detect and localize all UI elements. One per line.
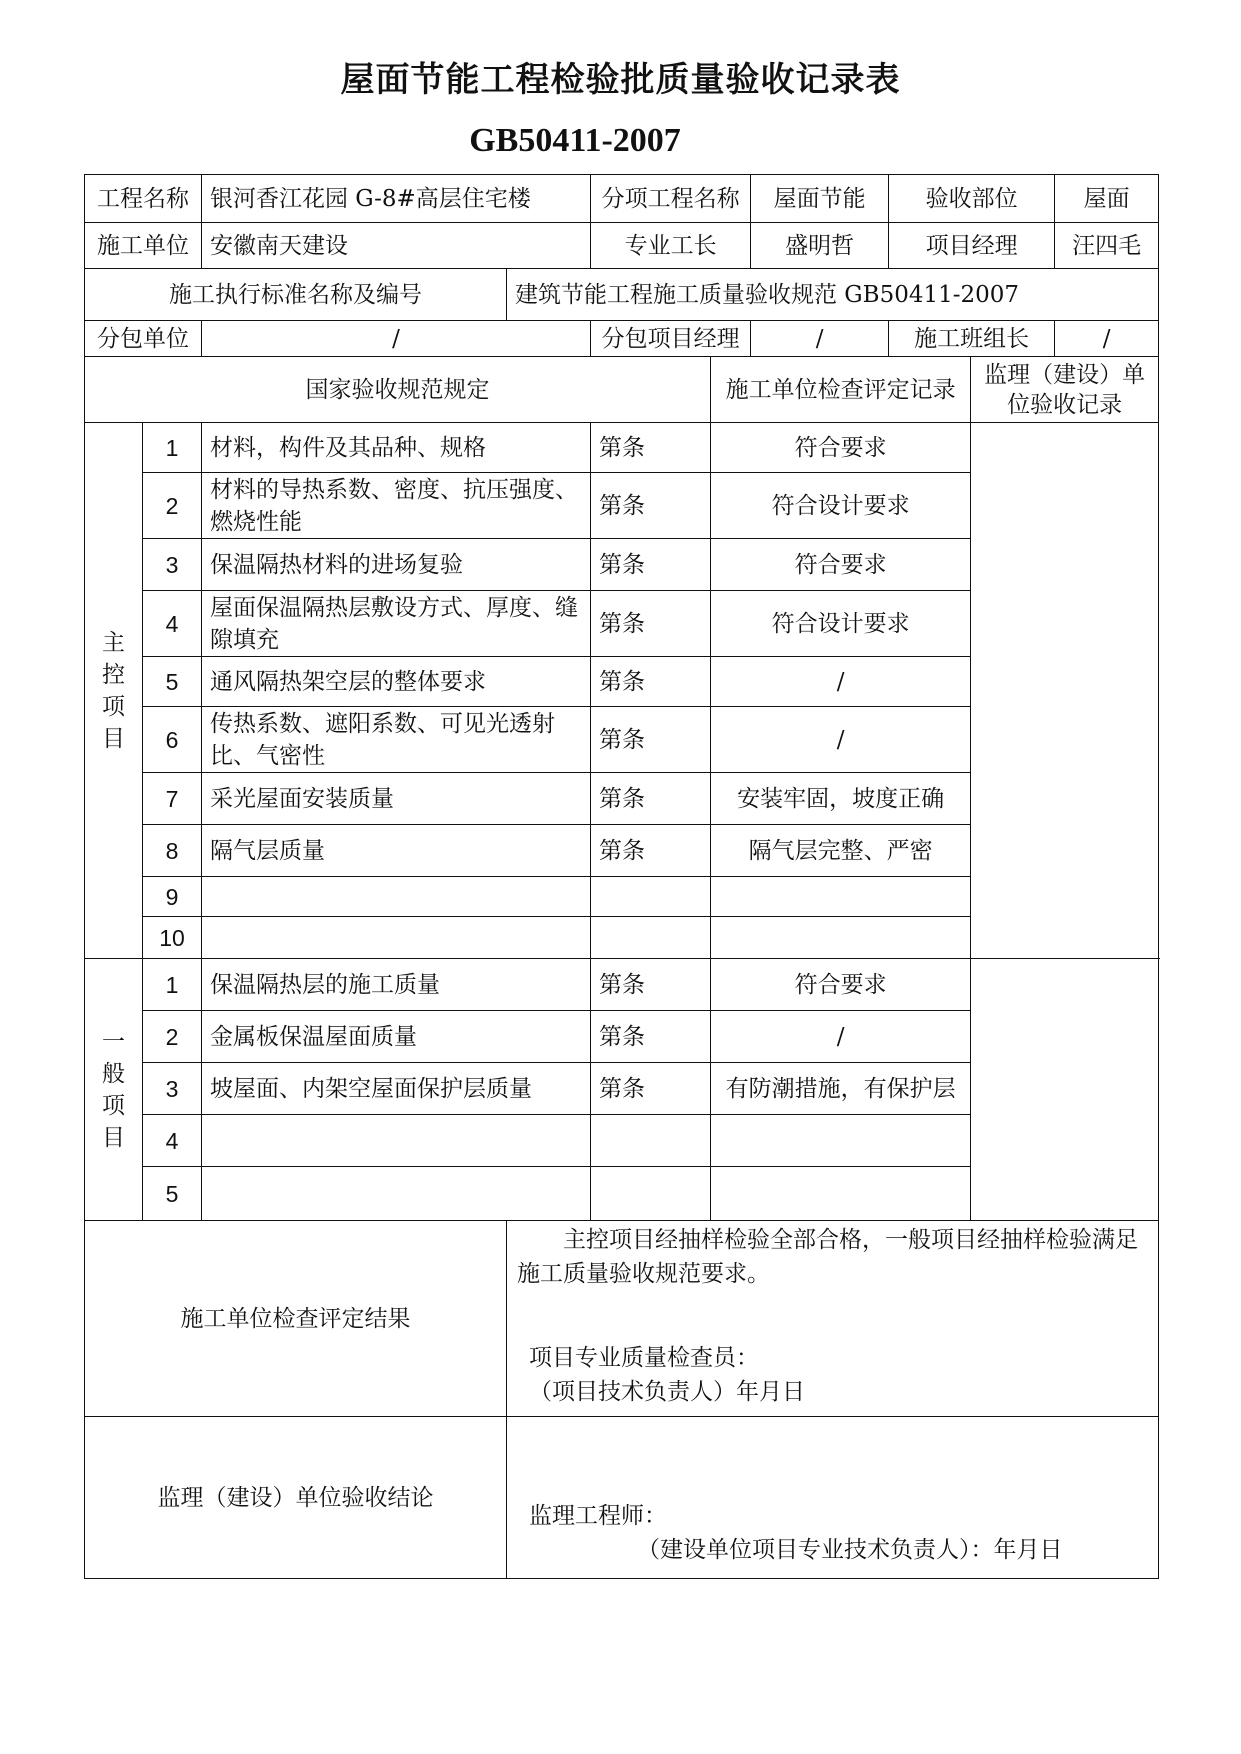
spec-column-header: 国家验收规范规定 bbox=[85, 357, 711, 423]
sub-pm-value: / bbox=[751, 321, 889, 357]
supervision-result-label: 监理（建设）单位验收结论 bbox=[85, 1417, 507, 1579]
general-item-record: / bbox=[711, 1011, 971, 1063]
general-item-clause bbox=[591, 1115, 711, 1167]
main-item-text: 材料，构件及其品种、规格 bbox=[202, 423, 591, 473]
general-item-text bbox=[202, 1115, 591, 1167]
header-row-1 bbox=[85, 175, 1159, 223]
subproject-label: 分项工程名称 bbox=[591, 175, 751, 223]
construction-result-cell bbox=[507, 1221, 1159, 1417]
main-item-record bbox=[711, 917, 971, 959]
general-item-record: 符合要求 bbox=[711, 959, 971, 1011]
supervision-column-header: 监理（建设）单位验收记录 bbox=[971, 357, 1159, 423]
main-item-record: 隔气层完整、严密 bbox=[711, 825, 971, 877]
main-item-text: 隔气层质量 bbox=[202, 825, 591, 877]
main-item-text: 通风隔热架空层的整体要求 bbox=[202, 657, 591, 707]
construction-inspector-line: 项目专业质量检查员： bbox=[529, 1345, 759, 1371]
standard-label: 施工执行标准名称及编号 bbox=[85, 269, 507, 321]
main-item-record: 安装牢固，坡度正确 bbox=[711, 773, 971, 825]
project-name-value: 银河香江花园 G-8#高层住宅楼 bbox=[202, 175, 591, 223]
sub-unit-value: / bbox=[202, 321, 591, 357]
main-item-clause: 第条 bbox=[591, 825, 711, 877]
foreman-value: 盛明哲 bbox=[751, 223, 889, 269]
main-item-clause: 第条 bbox=[591, 591, 711, 657]
main-item-text bbox=[202, 917, 591, 959]
general-items-label bbox=[85, 959, 143, 1221]
main-item-no: 9 bbox=[143, 877, 202, 917]
supervision-result-cell bbox=[507, 1417, 1159, 1579]
general-item-text: 保温隔热层的施工质量 bbox=[202, 959, 591, 1011]
main-item-no: 1 bbox=[143, 423, 202, 473]
main-item-text: 材料的导热系数、密度、抗压强度、燃烧性能 bbox=[202, 473, 591, 539]
construction-inspector-sub: （项目技术负责人）年月日 bbox=[529, 1379, 805, 1405]
main-item-clause: 第条 bbox=[591, 539, 711, 591]
main-items-label bbox=[85, 423, 143, 959]
column-header-row bbox=[85, 357, 1159, 423]
general-item-text: 坡屋面、内架空屋面保护层质量 bbox=[202, 1063, 591, 1115]
main-item-no: 2 bbox=[143, 473, 202, 539]
main-item-text: 保温隔热材料的进场复验 bbox=[202, 539, 591, 591]
construction-result-text: 主控项目经抽样检验全部合格，一般项目经抽样检验满足施工质量验收规范要求。 bbox=[517, 1227, 1138, 1287]
team-leader-value: / bbox=[1055, 321, 1159, 357]
document-title: 屋面节能工程检验批质量验收记录表 bbox=[340, 60, 901, 100]
project-name-label: 工程名称 bbox=[85, 175, 202, 223]
supervision-engineer-line: 监理工程师： bbox=[529, 1503, 667, 1529]
pm-value: 汪四毛 bbox=[1055, 223, 1159, 269]
main-item-clause: 第条 bbox=[591, 773, 711, 825]
general-item-clause: 第条 bbox=[591, 1063, 711, 1115]
general-items-label-text: 一般项目 bbox=[102, 1028, 125, 1151]
construction-result-row bbox=[85, 1221, 1159, 1417]
constructor-value: 安徽南天建设 bbox=[202, 223, 591, 269]
main-item-clause bbox=[591, 877, 711, 917]
general-item-record: 有防潮措施，有保护层 bbox=[711, 1063, 971, 1115]
main-item-no: 5 bbox=[143, 657, 202, 707]
main-item-record: 符合设计要求 bbox=[711, 473, 971, 539]
general-item-record bbox=[711, 1167, 971, 1221]
general-supervision-cell bbox=[971, 959, 1159, 1221]
main-item-clause bbox=[591, 917, 711, 959]
team-leader-label: 施工班组长 bbox=[889, 321, 1055, 357]
acceptance-part-label: 验收部位 bbox=[889, 175, 1055, 223]
main-item-record: / bbox=[711, 657, 971, 707]
general-item-no: 1 bbox=[143, 959, 202, 1011]
main-item-row bbox=[85, 423, 1159, 473]
main-item-no: 3 bbox=[143, 539, 202, 591]
main-items-label-text: 主控项目 bbox=[102, 629, 125, 752]
check-record-column-header: 施工单位检查评定记录 bbox=[711, 357, 971, 423]
general-item-text bbox=[202, 1167, 591, 1221]
header-row-2 bbox=[85, 223, 1159, 269]
general-item-clause bbox=[591, 1167, 711, 1221]
main-item-no: 8 bbox=[143, 825, 202, 877]
standard-code: GB50411-2007 bbox=[469, 122, 681, 159]
main-item-record: 符合要求 bbox=[711, 539, 971, 591]
general-item-clause: 第条 bbox=[591, 1011, 711, 1063]
main-item-clause: 第条 bbox=[591, 423, 711, 473]
general-item-text: 金属板保温屋面质量 bbox=[202, 1011, 591, 1063]
main-item-clause: 第条 bbox=[591, 657, 711, 707]
main-item-no: 7 bbox=[143, 773, 202, 825]
main-item-clause: 第条 bbox=[591, 473, 711, 539]
sub-pm-label: 分包项目经理 bbox=[591, 321, 751, 357]
subproject-value: 屋面节能 bbox=[751, 175, 889, 223]
standard-value: 建筑节能工程施工质量验收规范 GB50411-2007 bbox=[507, 269, 1159, 321]
general-item-row bbox=[85, 959, 1159, 1011]
main-item-text: 传热系数、遮阳系数、可见光透射比、气密性 bbox=[202, 707, 591, 773]
general-item-no: 5 bbox=[143, 1167, 202, 1221]
main-item-record bbox=[711, 877, 971, 917]
acceptance-part-value: 屋面 bbox=[1055, 175, 1159, 223]
main-item-record: 符合要求 bbox=[711, 423, 971, 473]
main-item-no: 6 bbox=[143, 707, 202, 773]
main-item-clause: 第条 bbox=[591, 707, 711, 773]
foreman-label: 专业工长 bbox=[591, 223, 751, 269]
standard-row bbox=[85, 269, 1159, 321]
main-item-text bbox=[202, 877, 591, 917]
construction-result-label: 施工单位检查评定结果 bbox=[85, 1221, 507, 1417]
sub-unit-label: 分包单位 bbox=[85, 321, 202, 357]
main-supervision-cell bbox=[971, 423, 1159, 959]
general-item-clause: 第条 bbox=[591, 959, 711, 1011]
general-item-record bbox=[711, 1115, 971, 1167]
main-item-record: 符合设计要求 bbox=[711, 591, 971, 657]
main-item-record: / bbox=[711, 707, 971, 773]
inspection-table bbox=[84, 174, 1159, 1579]
constructor-label: 施工单位 bbox=[85, 223, 202, 269]
main-item-text: 屋面保温隔热层敷设方式、厚度、缝隙填充 bbox=[202, 591, 591, 657]
supervision-result-row bbox=[85, 1417, 1159, 1579]
pm-label: 项目经理 bbox=[889, 223, 1055, 269]
general-item-no: 4 bbox=[143, 1115, 202, 1167]
main-item-no: 4 bbox=[143, 591, 202, 657]
general-item-no: 3 bbox=[143, 1063, 202, 1115]
supervision-engineer-sub: （建设单位项目专业技术负责人）：年月日 bbox=[637, 1537, 1063, 1563]
subcontract-row bbox=[85, 321, 1159, 357]
general-item-no: 2 bbox=[143, 1011, 202, 1063]
main-item-no: 10 bbox=[143, 917, 202, 959]
main-item-text: 采光屋面安装质量 bbox=[202, 773, 591, 825]
